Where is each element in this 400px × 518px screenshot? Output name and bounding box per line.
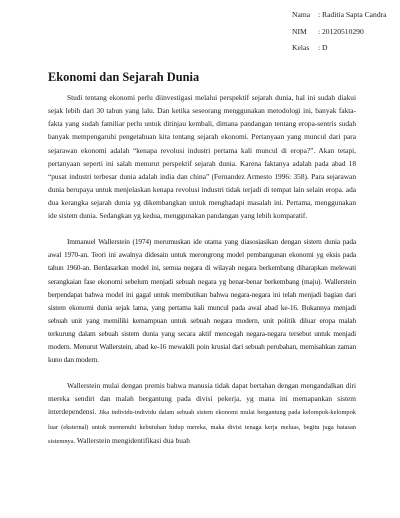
name-value: : Raditia Sapta Candra [318,10,387,19]
student-info-block [292,7,387,57]
document-body [48,91,356,460]
paragraph-1: Studi tentang ekonomi perlu diinvestigasi melalui perspektif sejarah dunia, hal ini sudah diakui sejak lebih dari 30 tahun yang lalu. Dan ketika seseorang menggunakan metodologi ini, banyak fakta-fakta yang sudah familiar perlu untuk ditinjau kembali, dimana pandangan tentang eropa-sentris sudah banyak mempengaruhi pengetahuan kita tentang sejarah ekonomi. Pertanyaan yang muncul dari para sejarawan ekonomi adalah “kenapa revolusi industri pertama kali muncul di eropa?”. Akan tetapi, pertanyaan seperti ini salah menurut perspektif sejarah dunia. Karena faktanya adalah pada abad 18 “pusat industri terbesar dunia adalah india dan china” (Fernandez Armesto 1996: 358). Para sejarawan dunia berupaya untuk menjelaskan kenapa revolusi industri tidak terjadi di tempat lain selain eropa. ada dua kerangka sejarah dunia yg dikembangkan untuk menghadapi masalah ini. Pertama, menggunakan ide sistem dunia. Sedangkan yg kedua, menggunakan pandangan yang lebih komparatif. [48,93,356,221]
paragraph-3-small-text: Jika individu-individu dalam sebuah sistem ekonomi mulai bergantung pada kelompok-kelompok luar (eksternal) untuk memenuhi kebutuhan hidup mereka, maka divisi tenaga kerja meluas, begitu juga batasan sistemnya. [48,409,356,445]
paragraph-3-lead: Wallerstein mulai dengan premis bahwa manusia tidak dapat bertahan dengan mengandalkan diri mereka sendiri dan malah bergantung pada divisi pekerja, yg mana ini memapankan sistem interdependensi. [48,381,356,417]
document-title: Ekonomi dan Sejarah Dunia [48,70,200,84]
class-row [292,40,387,57]
nim-label: NIM [292,26,307,36]
student-name-row [292,7,387,24]
paragraph-2: Immanuel Wallerstein (1974) merumuskan ide utama yang diasosiasikan dengan sistem dunia pada awal 1970-an. Teori ini awalnya didesain untuk merongrong model pembangunan ekonomi yg eksis pada tahun 1960-an. Berdasarkan model ini, semua negara di wilayah negara berkembang diharapkan melewati serangkaian fase ekonomi sebelum menjadi sebuah negara yg benar-benar berkembang (maju). Wallerstein berpendapat bahwa model ini gagal untuk membutikan bahwa negara-negara ini telah menjadi bagian dari sistem ekonomi dunia sejak lama, yang pertama kali muncul pada awal abad ke-16. Bukannya menjadi sebuah unit yang memiliki kemampuan untuk sebuah negara modern, unit politik diluar eropa malah terkurung dalam sebuah sistem dunia yang secara aktif mencegah negara-negara tersebut untuk menjadi modern. Menurut Wallerstein, abad ke-16 mewakili poin krusial dari sebuah perubahan, memisahkan zaman kuno dan modern. [48,237,356,365]
class-value: : D [318,43,328,52]
name-label: Nama [292,10,311,19]
nim-value: : 20120510290 [318,26,364,36]
paragraph-3-tail: Wallerstein mengidentifikasi dua buah [75,435,190,445]
student-id-row [292,24,387,41]
class-label: Kelas [292,43,310,52]
paragraph-3 [48,379,356,448]
